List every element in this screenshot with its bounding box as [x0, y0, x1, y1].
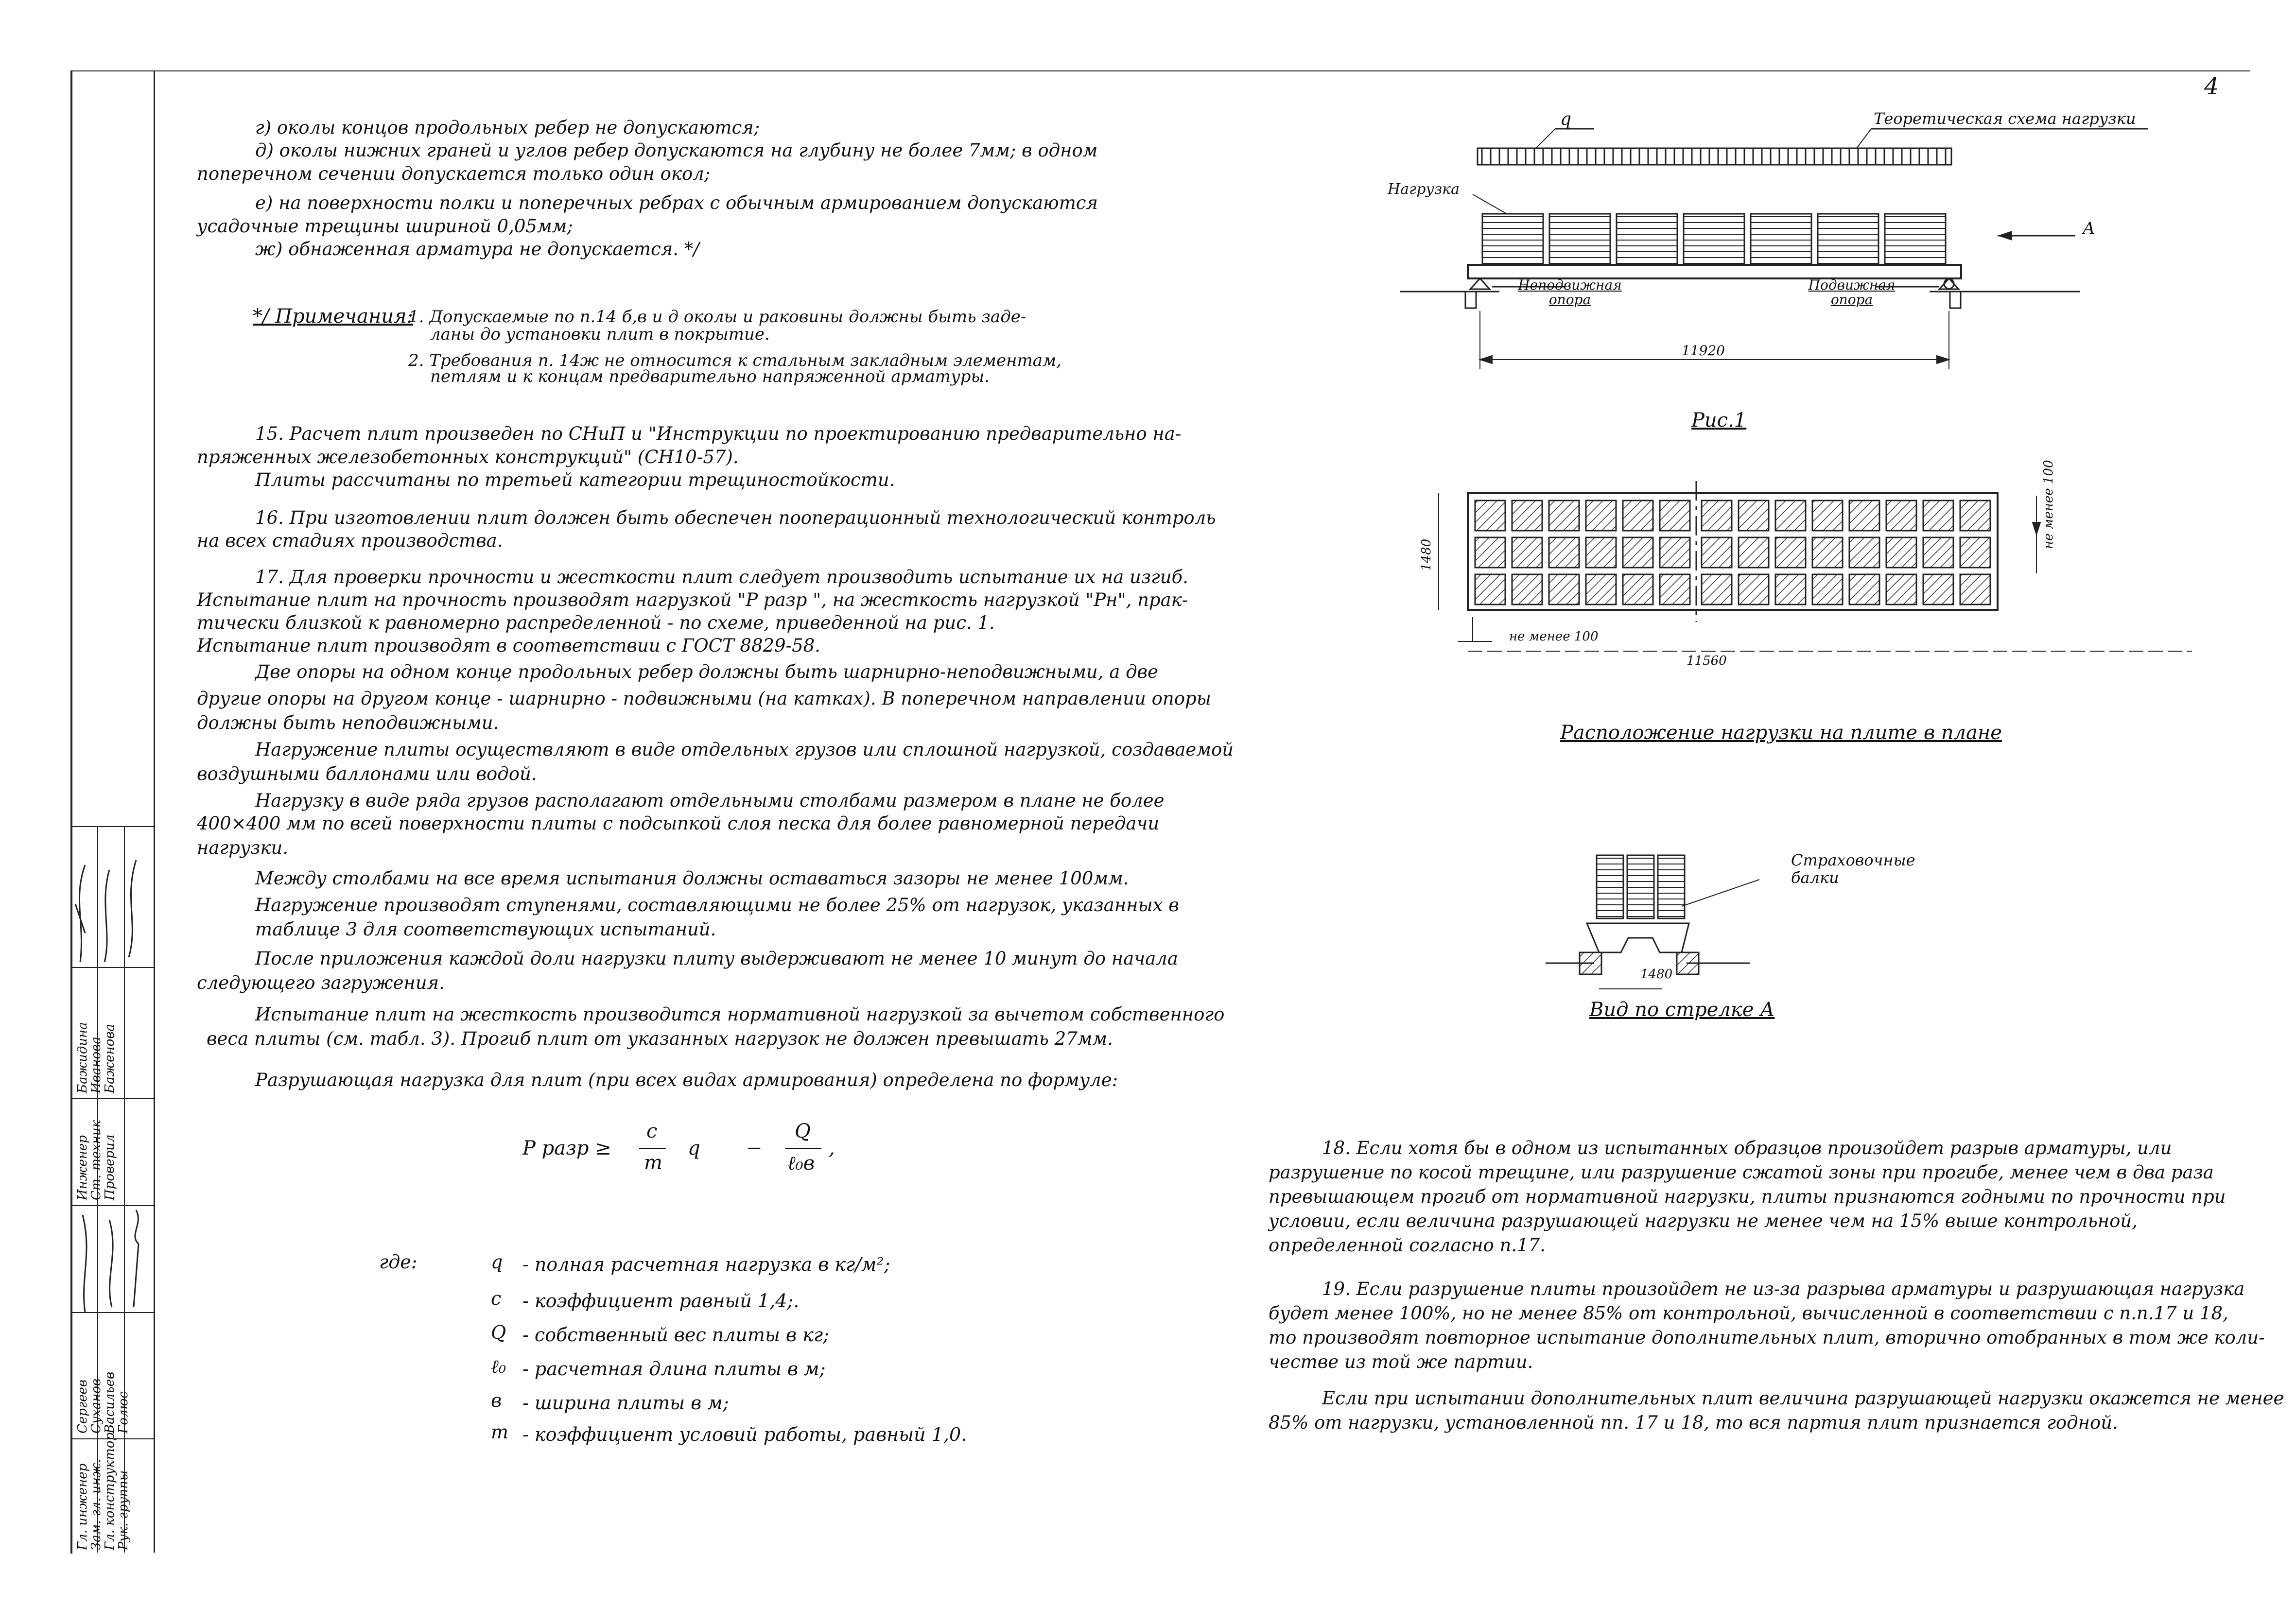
stamp-signatures	[70, 826, 154, 1553]
plan-view	[1468, 481, 1998, 622]
p18-line1: 18. Если хотя бы в одном из испытанных образцов произойдет разрыв арматуры, или	[1322, 1138, 2172, 1158]
min-gap-side-label: не менее 100	[2041, 460, 2056, 549]
stamp-role: Ст. техник	[89, 1120, 104, 1200]
plan-load-block	[1512, 501, 1542, 531]
destructive-load-formula	[522, 1118, 863, 1186]
p17-line7: должны быть неподвижными.	[197, 712, 499, 733]
plan-load-block	[1849, 574, 1879, 605]
p17-line6: другие опоры на другом конце - шарнирно - подвижными (на катках). В поперечном направлении опоры	[197, 688, 1211, 709]
plan-load-block	[1702, 574, 1732, 605]
plan-load-block	[1623, 537, 1653, 568]
p15-line3: Плиты рассчитаны по третьей категории трещиностойкости.	[255, 469, 895, 490]
plan-load-block	[1739, 501, 1769, 531]
theoretical-scheme-label: Теоретическая схема нагрузки	[1874, 109, 2136, 128]
stamp-role: Гл. конструктор	[103, 1432, 117, 1550]
p17-line12: нагрузки.	[197, 837, 289, 858]
note-2-line1: 2. Требования п. 14ж не относится к стальным закладным элементам,	[408, 351, 1061, 370]
figure-1-caption: Рис.1	[1691, 409, 1747, 432]
notes-heading: */ Примечания:	[253, 305, 414, 328]
plan-load-block	[1660, 574, 1690, 605]
note-2-line2: петлям и к концам предварительно напряженной арматуры.	[430, 367, 990, 386]
p19-line3: то производят повторное испытание дополнительных плит, вторично отобранных в том же коли-	[1269, 1327, 2265, 1348]
item-e-line1: е) на поверхности полки и поперечных ребрах с обычным армированием допускаются	[255, 192, 1098, 213]
legend-symbol: в	[491, 1390, 502, 1411]
stamp-name: Сергеев	[75, 1380, 90, 1434]
stamp-role: Гл. инженер	[75, 1463, 90, 1550]
p17-line11: 400×400 мм по всей поверхности плиты с подсыпкой слоя песка для более равномерной передачи	[197, 813, 1160, 834]
formula-lhs: Р разр ≥	[522, 1137, 611, 1159]
plan-load-block	[1960, 537, 1990, 568]
span-dimension	[1480, 311, 1949, 369]
p19-line6: 85% от нагрузки, установленной пп. 17 и 18, то вся партия плит признается годной.	[1269, 1412, 2118, 1433]
formula-minus: −	[746, 1137, 763, 1159]
plan-load-block	[1739, 574, 1769, 605]
legend-symbol: Q	[491, 1322, 506, 1343]
section-width-dimension: 1480	[1640, 967, 1673, 982]
movable-support-label: Подвижная опора	[1808, 277, 1896, 308]
plan-load-block	[1775, 574, 1806, 605]
plan-load-block	[1849, 537, 1879, 568]
fraction-bar	[785, 1148, 821, 1149]
q-label: q	[1560, 109, 1572, 129]
plan-load-block	[1660, 537, 1690, 568]
plan-load-block	[1586, 537, 1616, 568]
stamp-role: Рук. группы	[116, 1470, 131, 1550]
plan-load-block	[1886, 574, 1916, 605]
p17-line16: После приложения каждой доли нагрузки плиту выдерживают не менее 10 минут до начала	[255, 948, 1178, 969]
formula-m: m	[644, 1152, 662, 1174]
fraction-bar	[639, 1148, 666, 1149]
plan-load-block	[1923, 501, 1953, 531]
p18-line2: разрушение по косой трещине, или разрушение сжатой зоны при прогибе, менее чем в два раза	[1269, 1162, 2214, 1183]
span-dimension-value: 11920	[1682, 343, 1725, 359]
stamp-name: Баженова	[103, 1024, 117, 1093]
formula-l0b: ℓ₀в	[787, 1152, 815, 1175]
plan-load-block	[1549, 501, 1579, 531]
plan-load-block	[1960, 574, 1990, 605]
page-number: 4	[2204, 73, 2219, 100]
p17-line2: Испытание плит на прочность производят нагрузкой "Р разр ", на жесткость нагрузкой "Рн", прак-	[197, 589, 1188, 610]
p18-line3: превышающем прогиб от нормативной нагрузки, плиты признаются годными по прочности при	[1269, 1186, 2226, 1207]
p19-line2: будет менее 100%, но не менее 85% от контрольной, вычисленной в соответствии с п.п.17 и 18,	[1269, 1303, 2228, 1324]
test-scheme-drawings	[1390, 97, 2192, 1069]
plan-load-block	[1549, 537, 1579, 568]
formula-c: c	[646, 1120, 658, 1142]
plan-load-block	[1960, 501, 1990, 531]
plan-length-dimension: 11560	[1687, 654, 1727, 668]
p17-line1: 17. Для проверки прочности и жесткости плит следует производить испытание их на изгиб.	[255, 567, 1188, 588]
plan-load-block	[1475, 501, 1505, 531]
plan-load-block	[1886, 537, 1916, 568]
p18-line4: условии, если величина разрушающей нагрузки не менее чем на 15% выше контрольной,	[1269, 1210, 2138, 1231]
item-d-line2: поперечном сечении допускается только один окол;	[197, 163, 711, 184]
legend-symbol: ℓ₀	[491, 1356, 506, 1377]
supports	[1400, 278, 2080, 308]
p17-line4: Испытание плит производят в соответствии с ГОСТ 8829-58.	[197, 635, 820, 656]
stamp-name: Голюс	[116, 1391, 131, 1434]
p17-line3: тически близкой к равномерно распределенной - по схеме, приведенной на рис. 1.	[197, 612, 995, 633]
p16-line2: на всех стадиях производства.	[197, 530, 503, 551]
plan-load-block	[1739, 537, 1769, 568]
safety-beams-label: Страховочные балки	[1791, 851, 1915, 887]
legend-text: - полная расчетная нагрузка в кг/м²;	[522, 1254, 890, 1275]
p17-line18: Испытание плит на жесткость производится нормативной нагрузкой за вычетом собственного	[255, 1004, 1225, 1025]
arrow-a-label: А	[2083, 219, 2095, 238]
plan-load-block	[1549, 574, 1579, 605]
note-1-line2: ланы до установки плит в покрытие.	[430, 325, 770, 344]
item-zh: ж) обнаженная арматура не допускается. */	[255, 239, 699, 259]
legend-where: где:	[379, 1251, 417, 1273]
legend-symbol: m	[491, 1421, 509, 1443]
plan-load-block	[1702, 537, 1732, 568]
min-gap-bottom-label: не менее 100	[1509, 629, 1599, 644]
plan-load-block	[1812, 537, 1843, 568]
plan-load-block	[1475, 537, 1505, 568]
load-label: Нагрузка	[1388, 181, 1460, 198]
p17-line10: Нагрузку в виде ряда грузов располагают отдельными столбами размером в плане не более	[255, 790, 1165, 811]
plan-width-dimension: 1480	[1419, 538, 1434, 571]
plan-load-block	[1812, 501, 1843, 531]
formula-q: q	[688, 1137, 700, 1159]
legend-symbol: с	[491, 1288, 502, 1309]
legend-text: - коэффициент равный 1,4;.	[522, 1290, 800, 1312]
plan-load-block	[1512, 537, 1542, 568]
formula-Q: Q	[795, 1120, 811, 1142]
p17-line17: следующего загружения.	[197, 972, 445, 993]
plan-load-block	[1849, 501, 1879, 531]
p17-line8: Нагружение плиты осуществляют в виде отдельных грузов или сплошной нагрузкой, создаваемой	[255, 739, 1234, 760]
title-block	[70, 826, 154, 1553]
stamp-role: Проверил	[103, 1134, 117, 1200]
stamp-name: Васильев	[103, 1371, 117, 1434]
legend-text: - собственный вес плиты в кг;	[522, 1324, 829, 1346]
p19-line1: 19. Если разрушение плиты произойдет не из-за разрыва арматуры и разрушающая нагрузка	[1322, 1279, 2245, 1299]
p17-line19: веса плиты (см. табл. 3). Прогиб плит от указанных нагрузок не должен превышать 27мм.	[207, 1028, 1113, 1049]
plan-load-block	[1923, 537, 1953, 568]
p17-line13: Между столбами на все время испытания должны оставаться зазоры не менее 100мм.	[255, 868, 1129, 889]
plan-load-block	[1475, 574, 1505, 605]
item-e-line2: усадочные трещины шириной 0,05мм;	[197, 216, 573, 237]
item-g: г) околы концов продольных ребер не допускаются;	[255, 117, 760, 138]
p17-line9: воздушными баллонами или водой.	[197, 763, 537, 784]
plan-load-block	[1586, 501, 1616, 531]
stamp-role: Зам. гл. инж.	[89, 1459, 104, 1550]
plan-load-block	[1886, 501, 1916, 531]
legend-symbol: q	[491, 1251, 503, 1273]
fixed-support-label: Неподвижная опора	[1518, 277, 1622, 308]
legend-text: - расчетная длина плиты в м;	[522, 1358, 826, 1380]
p19-line4: честве из той же партии.	[1269, 1351, 1533, 1372]
plan-caption: Расположение нагрузки на плите в плане	[1560, 722, 2002, 744]
legend-text: - ширина плиты в м;	[522, 1392, 729, 1414]
plan-load-block	[1775, 537, 1806, 568]
plan-load-block	[1660, 501, 1690, 531]
legend-text: - коэффициент условий работы, равный 1,0.	[522, 1424, 967, 1445]
item-d-line1: д) околы нижних граней и углов ребер допускаются на глубину не более 7мм; в одном	[255, 140, 1098, 161]
p17-line15: таблице 3 для соответствующих испытаний.	[255, 919, 716, 940]
p17-line14: Нагружение производят ступенями, составляющими не более 25% от нагрузок, указанных в	[255, 895, 1179, 916]
p19-line5: Если при испытании дополнительных плит величина разрушающей нагрузки окажется не менее	[1322, 1388, 2284, 1409]
stamp-name: Иванова	[89, 1037, 104, 1093]
stamp-name: Суханов	[89, 1378, 104, 1434]
stamp-role: Инженер	[75, 1135, 90, 1200]
theoretical-load-scheme	[1478, 129, 2148, 165]
plan-load-block	[1702, 501, 1732, 531]
p17-line20: Разрушающая нагрузка для плит (при всех видах армирования) определена по формуле:	[255, 1070, 1118, 1090]
plan-load-block	[1812, 574, 1843, 605]
p15-line1: 15. Расчет плит произведен по СНиП и "Инструкции по проектированию предварительно на-	[255, 423, 1182, 444]
elevation-load-blocks	[1468, 194, 2075, 278]
view-a-caption: Вид по стрелке А	[1589, 999, 1775, 1021]
p15-line2: пряженных железобетонных конструкций" (СН10-57).	[197, 447, 739, 467]
note-1-line1: 1. Допускаемые по п.14 б,в и д околы и раковины должны быть заде-	[408, 307, 1026, 327]
formula-comma: ,	[829, 1137, 835, 1159]
plan-load-block	[1775, 501, 1806, 531]
plan-load-block	[1623, 501, 1653, 531]
p17-line5: Две опоры на одном конце продольных ребер должны быть шарнирно-неподвижными, а две	[255, 661, 1158, 682]
plan-load-block	[1923, 574, 1953, 605]
p18-line5: определенной согласно п.17.	[1269, 1235, 1546, 1256]
stamp-name: Бажидина	[75, 1022, 90, 1093]
plan-load-block	[1586, 574, 1616, 605]
plan-load-block	[1512, 574, 1542, 605]
p16-line1: 16. При изготовлении плит должен быть обеспечен пооперационный технологический контроль	[255, 507, 1216, 528]
plan-load-block	[1623, 574, 1653, 605]
